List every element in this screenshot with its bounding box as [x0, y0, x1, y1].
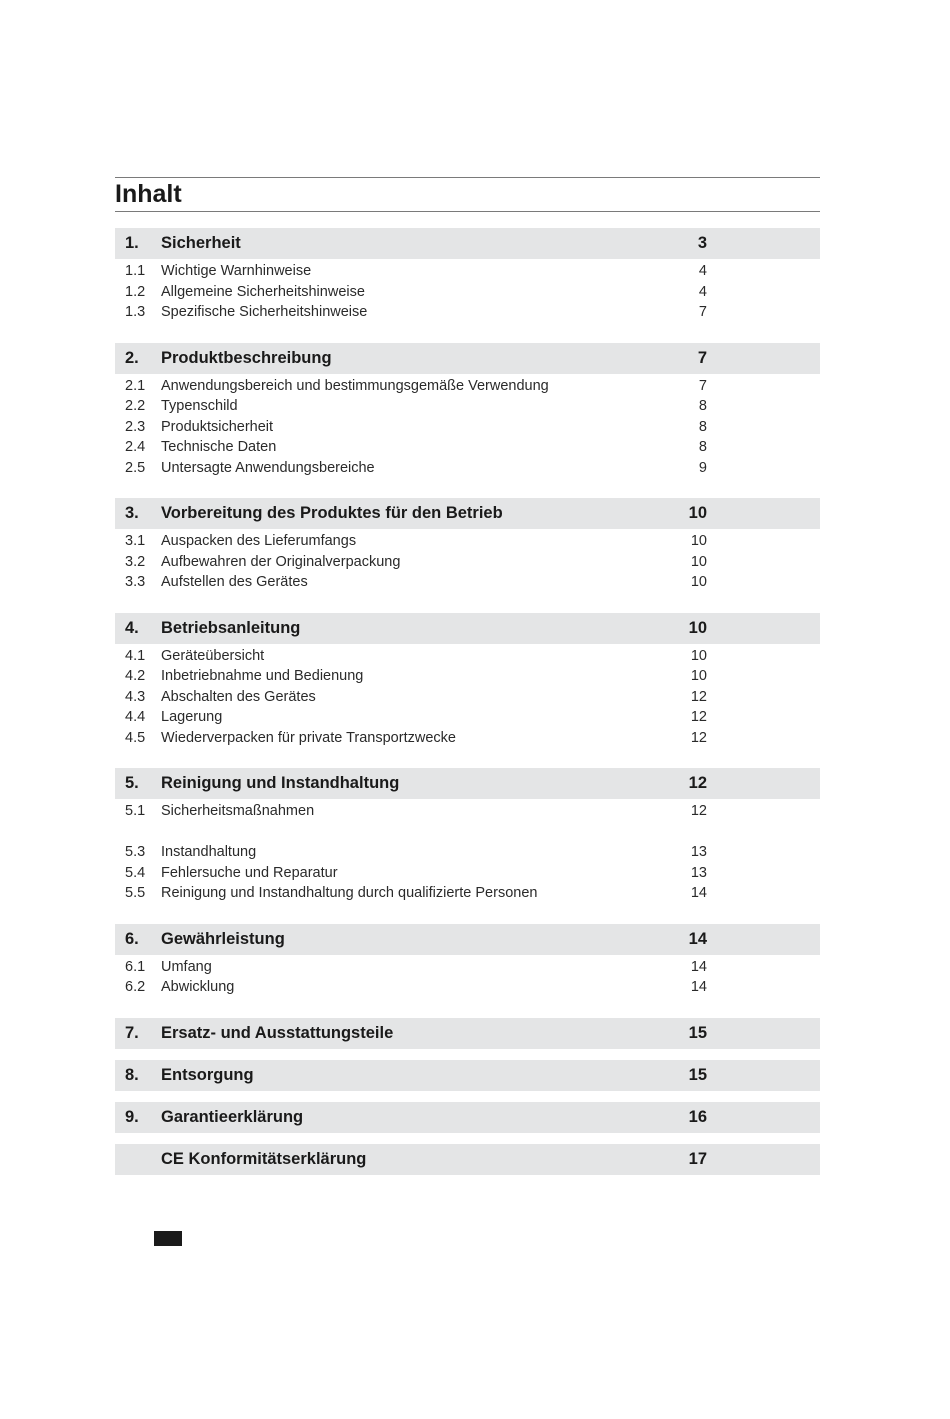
section-label: CE Konformitätserklärung	[161, 1149, 367, 1168]
entry-number: 5.4	[125, 864, 146, 881]
entry-number: 1.3	[125, 304, 146, 320]
entry-page: 14	[690, 979, 707, 995]
entry-number: 4.1	[125, 647, 146, 664]
toc-entry[interactable]	[115, 646, 820, 667]
entry-number: 1.1	[125, 263, 146, 279]
section-number: 1.	[125, 234, 139, 252]
toc-entry[interactable]	[115, 376, 820, 397]
section-page: 3	[697, 234, 707, 252]
section-number: 9.	[125, 1107, 139, 1126]
entry-number: 2.2	[125, 398, 146, 414]
section-page: 17	[688, 1149, 707, 1168]
toc-section-heading[interactable]	[115, 498, 820, 529]
entry-number: 6.2	[125, 979, 146, 995]
toc-entry[interactable]	[115, 957, 820, 978]
section-number: 4.	[125, 618, 139, 637]
entry-label: Auspacken des Lieferumfangs	[161, 533, 357, 549]
section-page: 16	[688, 1107, 707, 1126]
section-number: 3.	[125, 504, 139, 522]
entry-page: 10	[690, 668, 707, 684]
section-number: 8.	[125, 1065, 139, 1084]
section-label: Produktbeschreibung	[161, 348, 332, 367]
entry-number: 4.5	[125, 729, 146, 746]
entry-page: 12	[690, 709, 707, 725]
entry-label: Abwicklung	[161, 979, 235, 995]
section-label: Garantieerklärung	[161, 1107, 304, 1126]
toc-section-reinigung	[115, 768, 820, 904]
section-page: 12	[688, 774, 707, 792]
toc-entry[interactable]	[115, 531, 820, 552]
entry-label: Inbetriebnahme und Bedienung	[161, 668, 364, 684]
toc-section-heading[interactable]	[115, 1144, 820, 1175]
entry-page: 10	[690, 647, 707, 664]
entry-number: 5.5	[125, 885, 146, 901]
toc-section-heading[interactable]	[115, 1060, 820, 1091]
toc-entry[interactable]	[115, 302, 820, 323]
entry-number: 4.2	[125, 668, 146, 684]
entry-label: Produktsicherheit	[161, 418, 274, 435]
toc-entry[interactable]	[115, 572, 820, 593]
page-title: Inhalt	[115, 180, 182, 208]
toc-section-heading[interactable]	[115, 1102, 820, 1133]
entry-number: 2.1	[125, 377, 146, 394]
entry-page: 12	[690, 803, 707, 819]
entry-number: 4.3	[125, 688, 146, 705]
toc-entry[interactable]	[115, 458, 820, 479]
section-label: Sicherheit	[161, 234, 241, 252]
entry-page: 10	[690, 533, 707, 549]
toc-entry[interactable]	[115, 417, 820, 438]
toc-section-ce	[115, 1144, 820, 1175]
section-label: Reinigung und Instandhaltung	[161, 774, 400, 792]
section-label: Entsorgung	[161, 1065, 254, 1084]
entry-page: 14	[690, 958, 707, 975]
toc-entry[interactable]	[115, 437, 820, 458]
toc-entry[interactable]	[115, 883, 820, 904]
toc-section-heading[interactable]	[115, 228, 820, 259]
toc-entry[interactable]	[115, 863, 820, 884]
spacer	[115, 212, 820, 228]
entry-label: Technische Daten	[161, 439, 277, 455]
entry-number: 2.3	[125, 418, 146, 435]
entry-number: 3.2	[125, 553, 146, 570]
entry-label: Untersagte Anwendungsbereiche	[161, 459, 375, 476]
section-label: Gewährleistung	[161, 929, 285, 948]
toc-section-produktbeschreibung	[115, 343, 820, 479]
section-label: Betriebsanleitung	[161, 618, 301, 637]
entry-page: 13	[690, 844, 707, 860]
section-page: 15	[688, 1065, 707, 1084]
toc-entry[interactable]	[115, 687, 820, 708]
section-page: 7	[697, 348, 707, 367]
toc-section-heading[interactable]	[115, 768, 820, 799]
toc-section-heading[interactable]	[115, 924, 820, 955]
entry-label: Geräteübersicht	[161, 647, 265, 664]
section-label: Vorbereitung des Produktes für den Betrieb	[161, 504, 503, 522]
toc-section-garantie	[115, 1102, 820, 1133]
section-number: 7.	[125, 1023, 139, 1042]
toc-entry[interactable]	[115, 282, 820, 303]
toc-section-betriebsanleitung	[115, 613, 820, 749]
toc-section-heading[interactable]	[115, 613, 820, 644]
entry-page: 4	[698, 283, 707, 300]
entry-label: Sicherheitsmaßnahmen	[161, 803, 315, 819]
entry-page: 10	[690, 553, 707, 570]
toc-entry[interactable]	[115, 396, 820, 417]
entry-label: Spezifische Sicherheitshinweise	[161, 304, 368, 320]
entry-number: 1.2	[125, 283, 146, 300]
entry-number: 3.1	[125, 533, 146, 549]
toc-entry[interactable]	[115, 801, 820, 822]
entry-page: 4	[698, 263, 707, 279]
entry-label: Lagerung	[161, 709, 223, 725]
toc-section-entsorgung	[115, 1060, 820, 1091]
entry-page: 10	[690, 574, 707, 590]
page-marker-block	[154, 1231, 182, 1246]
entry-page: 8	[698, 398, 707, 414]
entry-label: Anwendungsbereich und bestimmungsgemäße Verwendung	[161, 377, 549, 394]
entry-page: 8	[698, 439, 707, 455]
section-number: 2.	[125, 348, 139, 367]
table-of-contents	[115, 177, 820, 1186]
section-page: 14	[688, 929, 707, 948]
entry-label: Allgemeine Sicherheitshinweise	[161, 283, 365, 300]
entry-number: 2.5	[125, 459, 146, 476]
entry-label: Abschalten des Gerätes	[161, 688, 316, 705]
entry-label: Typenschild	[161, 398, 238, 414]
entry-label: Reinigung und Instandhaltung durch qualifizierte Personen	[161, 885, 538, 901]
entry-label: Umfang	[161, 958, 212, 975]
entry-label: Instandhaltung	[161, 844, 257, 860]
entry-label: Fehlersuche und Reparatur	[161, 864, 338, 881]
section-number: 6.	[125, 929, 139, 948]
entry-label: Wiederverpacken für private Transportzwecke	[161, 729, 456, 746]
toc-section-gewaehrleistung	[115, 924, 820, 998]
entry-number: 6.1	[125, 958, 146, 975]
entry-number: 3.3	[125, 574, 146, 590]
entry-number: 2.4	[125, 439, 146, 455]
entry-page: 13	[690, 864, 707, 881]
entry-label: Wichtige Warnhinweise	[161, 263, 312, 279]
section-page: 10	[688, 504, 707, 522]
toc-entry[interactable]	[115, 666, 820, 687]
section-number: 5.	[125, 774, 139, 792]
section-label: Ersatz- und Ausstattungsteile	[161, 1023, 394, 1042]
toc-section-heading[interactable]	[115, 343, 820, 374]
toc-entry[interactable]	[115, 707, 820, 728]
entry-number: 5.1	[125, 803, 146, 819]
toc-entry[interactable]	[115, 261, 820, 282]
toc-section-ersatzteile	[115, 1018, 820, 1049]
entry-page: 8	[698, 418, 707, 435]
toc-entry[interactable]	[115, 552, 820, 573]
entry-page: 9	[698, 459, 707, 476]
toc-section-sicherheit	[115, 228, 820, 323]
toc-entry[interactable]	[115, 842, 820, 863]
section-page: 15	[688, 1023, 707, 1042]
entry-label: Aufstellen des Gerätes	[161, 574, 308, 590]
section-page: 10	[688, 618, 707, 637]
entry-page: 14	[690, 885, 707, 901]
entry-number: 4.4	[125, 709, 146, 725]
entry-page: 7	[698, 304, 707, 320]
entry-page: 12	[690, 688, 707, 705]
toc-entry[interactable]	[115, 728, 820, 749]
entry-label: Aufbewahren der Originalverpackung	[161, 553, 401, 570]
toc-section-heading[interactable]	[115, 1018, 820, 1049]
entry-number: 5.3	[125, 844, 146, 860]
entry-page: 12	[690, 729, 707, 746]
entry-page: 7	[698, 377, 707, 394]
toc-section-vorbereitung	[115, 498, 820, 593]
toc-entry[interactable]	[115, 977, 820, 998]
